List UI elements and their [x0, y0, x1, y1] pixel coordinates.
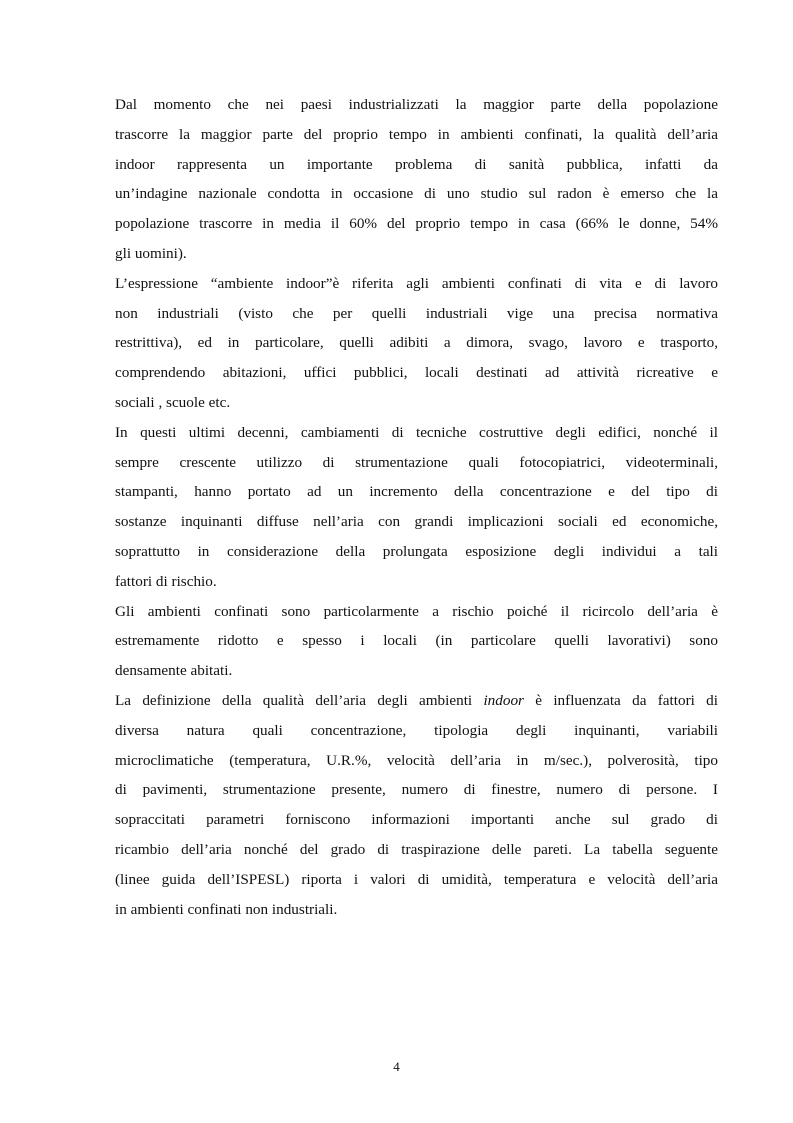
text-line: microclimatiche (temperatura, U.R.%, velocità dell’aria in m/sec.), polverosità, tipo — [115, 751, 718, 769]
text-line: sociali , scuole etc. — [115, 393, 231, 411]
text-line: densamente abitati. — [115, 662, 233, 680]
text-line: (linee guida dell’ISPESL) riporta i valori di umidità, temperatura e velocità dell’aria — [115, 870, 718, 888]
text-line: in ambienti confinati non industriali. — [115, 900, 338, 918]
text-line: fattori di rischio. — [115, 572, 217, 590]
text-line: soprattutto in considerazione della prolungata esposizione degli individui a tali — [115, 542, 718, 560]
emphasis-text: indoor — [483, 691, 524, 709]
text-line: indoor rappresenta un importante problema di sanità pubblica, infatti da — [115, 155, 718, 173]
body-text — [115, 90, 718, 924]
text-line: restrittiva), ed in particolare, quelli adibiti a dimora, svago, lavoro e trasporto, — [115, 334, 718, 352]
text-line: popolazione trascorre in media il 60% del proprio tempo in casa (66% le donne, 54% — [115, 215, 718, 233]
text-line: di pavimenti, strumentazione presente, numero di finestre, numero di persone. I — [115, 781, 718, 799]
page-number: 4 — [393, 1059, 400, 1074]
text-line: gli uomini). — [115, 244, 187, 262]
text-line: diversa natura quali concentrazione, tipologia degli inquinanti, variabili — [115, 721, 718, 739]
text-line: L’espressione “ambiente indoor”è riferita agli ambienti confinati di vita e di lavoro — [115, 274, 718, 292]
text-line: trascorre la maggior parte del proprio tempo in ambienti confinati, la qualità dell’aria — [115, 125, 718, 143]
text-line: comprendendo abitazioni, uffici pubblici, locali destinati ad attività ricreative e — [115, 364, 718, 382]
text-line: La definizione della qualità dell’aria degli ambienti indoor è influenzata da fattori di — [115, 691, 718, 709]
text-line: In questi ultimi decenni, cambiamenti di tecniche costruttive degli edifici, nonché il — [115, 423, 718, 441]
text-line: non industriali (visto che per quelli industriali vige una precisa normativa — [115, 304, 718, 322]
text-line: sempre crescente utilizzo di strumentazione quali fotocopiatrici, videoterminali, — [115, 453, 718, 471]
text-line: Dal momento che nei paesi industrializzati la maggior parte della popolazione — [115, 96, 718, 113]
text-line: sostanze inquinanti diffuse nell’aria con grandi implicazioni sociali ed economiche, — [115, 513, 718, 531]
text-line: stampanti, hanno portato ad un incremento della concentrazione e del tipo di — [115, 483, 718, 501]
text-line: un’indagine nazionale condotta in occasione di uno studio sul radon è emerso che la — [115, 185, 718, 203]
text-line: estremamente ridotto e spesso i locali (in particolare quelli lavorativi) sono — [115, 632, 718, 650]
text-line: ricambio dell’aria nonché del grado di traspirazione delle pareti. La tabella seguente — [115, 840, 718, 858]
text-line: sopraccitati parametri forniscono informazioni importanti anche sul grado di — [115, 811, 718, 829]
text-line: Gli ambienti confinati sono particolarmente a rischio poiché il ricircolo dell’aria è — [115, 602, 718, 620]
